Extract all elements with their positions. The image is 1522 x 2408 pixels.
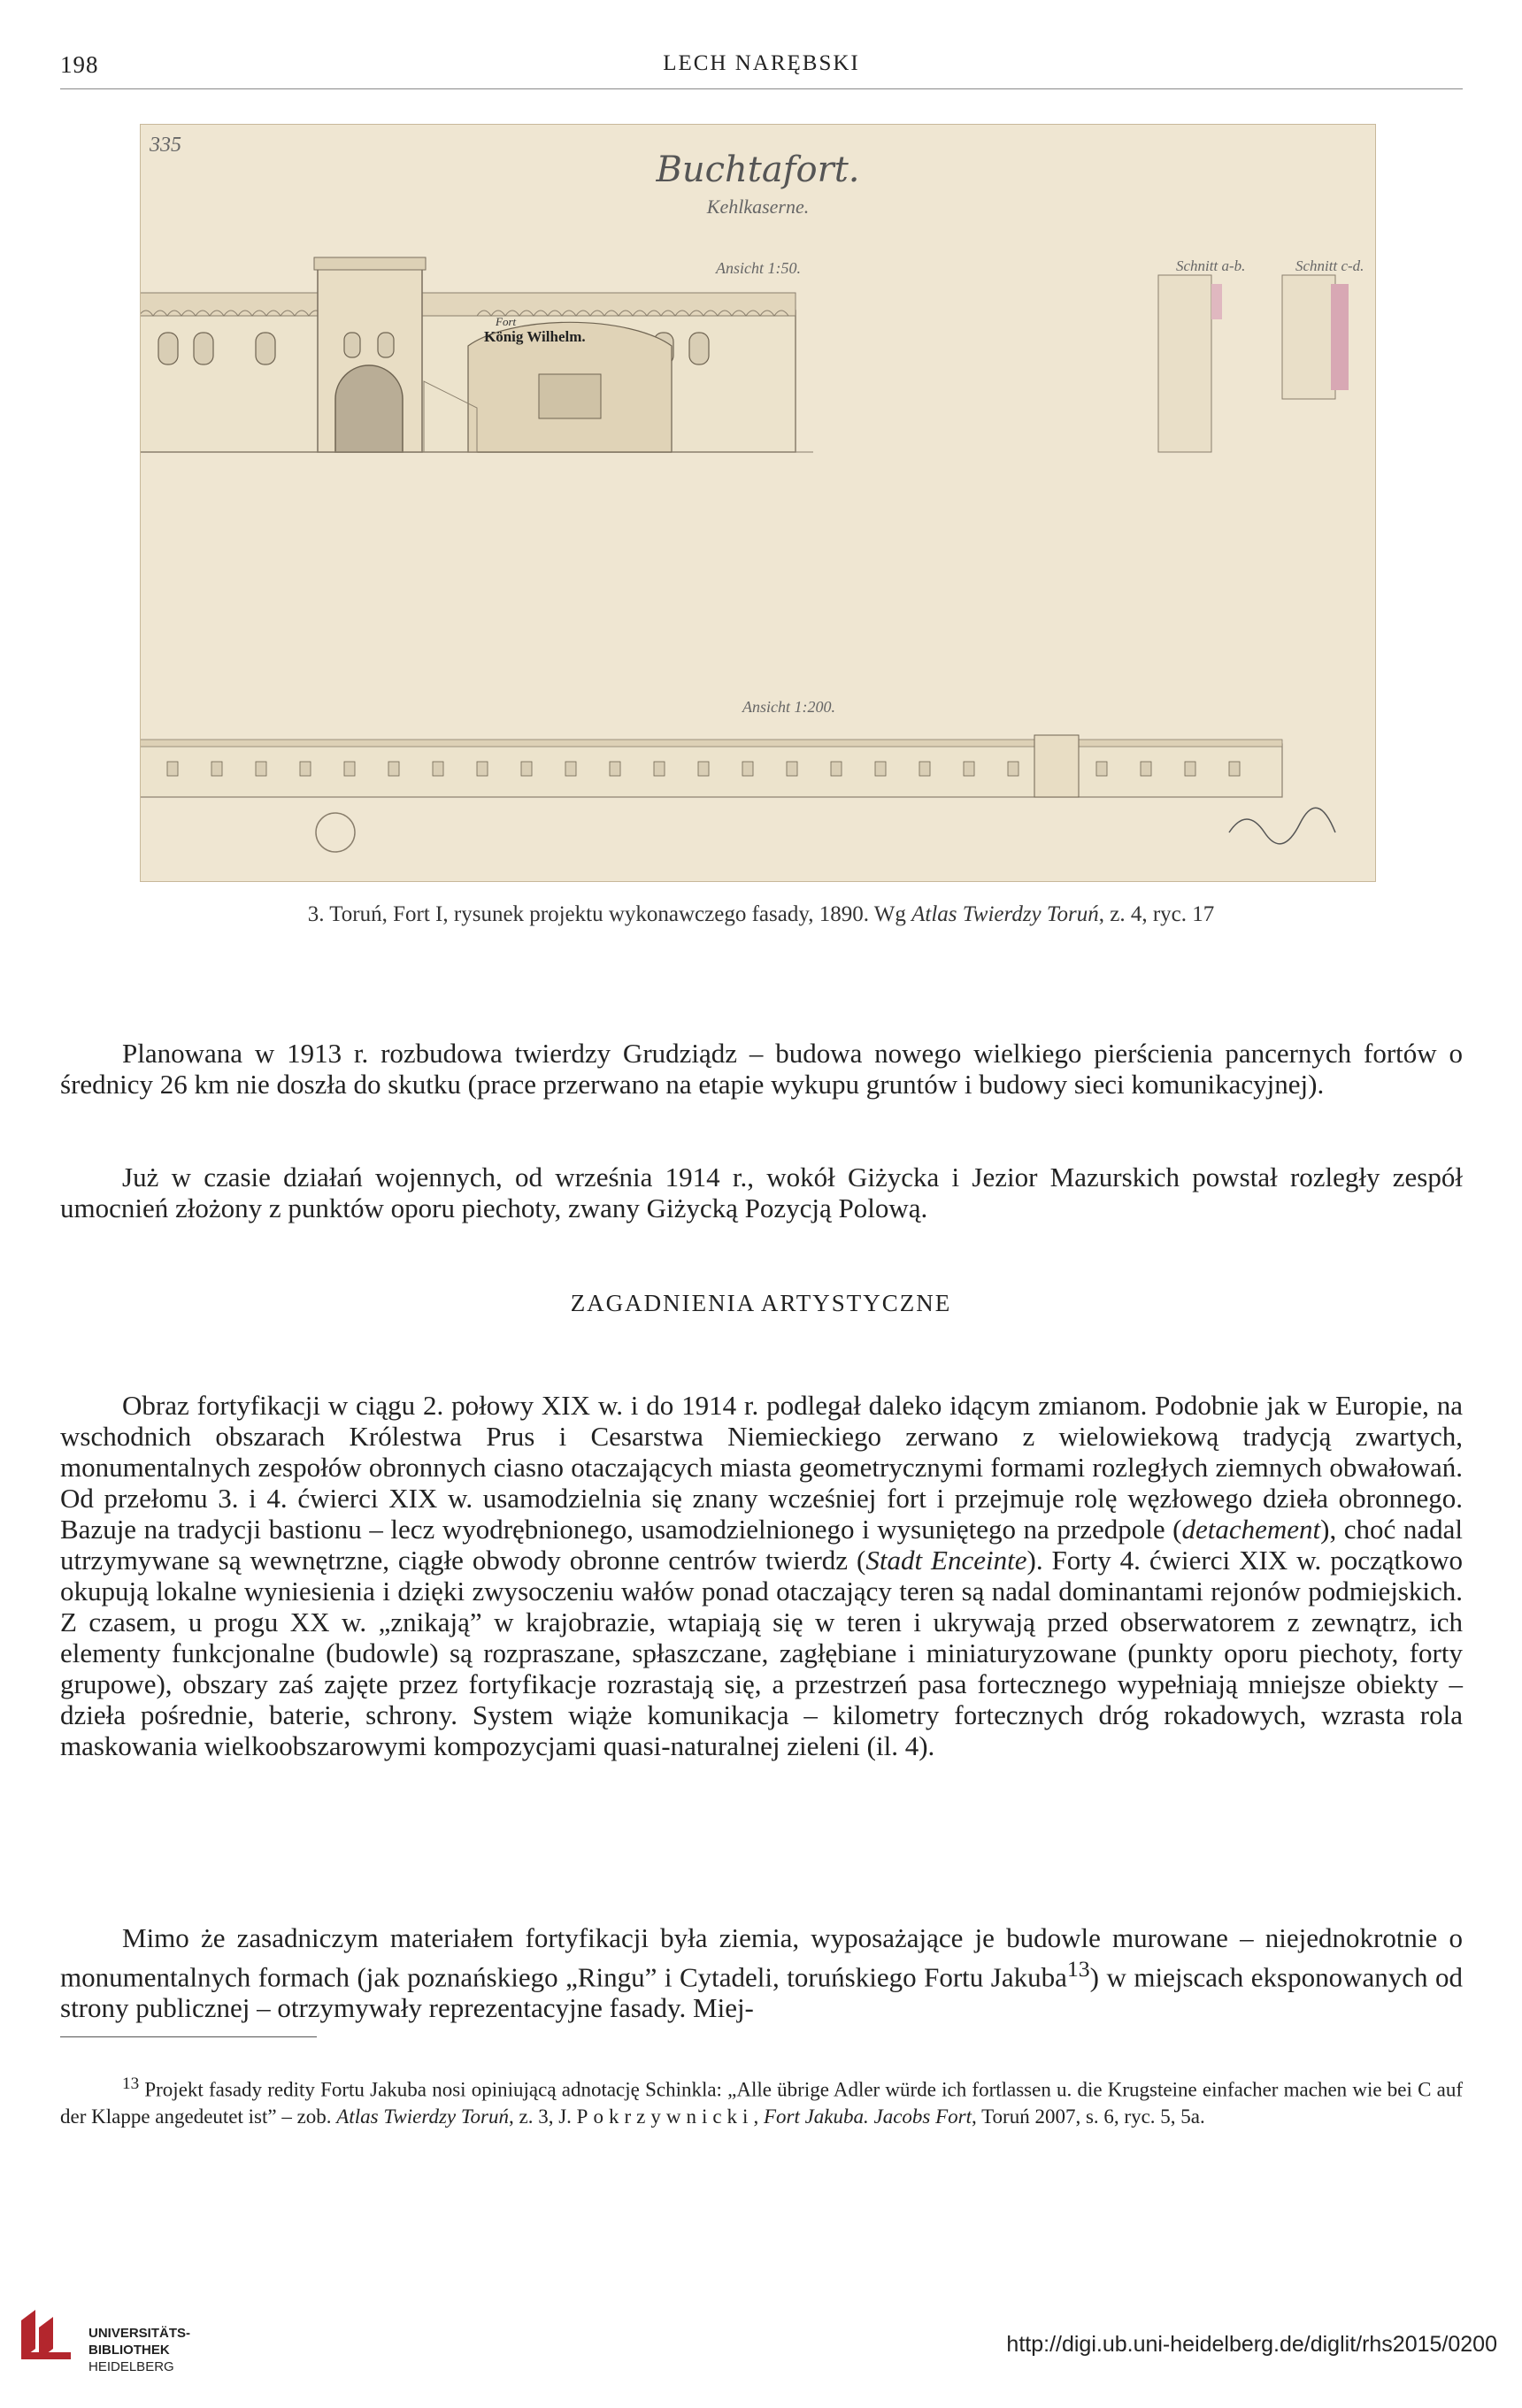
portal-inscription-line-2: König Wilhelm. — [484, 328, 586, 345]
paragraph-text: Obraz fortyfikacji w ciągu 2. połowy XIX w. i do 1914 r. podlegał daleko idącym zmianom. Podobnie jak w Europie, na wschodnich obszarach Królestwa Prus i Cesarstwa Niemieckiego zerwano z wielowiekową tradycją zwartych, monumentalnych zespołów obronnych ciasno otaczających miasta geometrycznymi formami rozległych ziemnych obwałowań. Od przełomu 3. i 4. ćwierci XIX w. usamodzielnia się znany wcześniej fort i przejmuje rolę węzłowego dzieła obronnego. Bazuje na tradycji bastionu – lecz wyodrębnionego, usamodzielnionego i wysuniętego na przedpole ( — [60, 1390, 1463, 1545]
section-heading: ZAGADNIENIA ARTYSTYCZNE — [570, 1290, 952, 1316]
paragraph-text: ), choć nadal utrzymywane są wewnętrzne, ciągłe obwody obronne centrów twierdz ( — [60, 1514, 1463, 1576]
footnote-author-name: Pokrzywnicki — [576, 2105, 754, 2128]
library-name-line: BIBLIOTHEK — [88, 2343, 170, 2358]
paragraph-text: ) w miejscach eksponowanych od strony publicznej – otrzymywały reprezentacyjne fasady. Miej- — [60, 1961, 1463, 2024]
footnote-number: 13 — [122, 2074, 140, 2093]
portal-inscription-line-1: Fort — [496, 315, 517, 328]
running-head-author: LECH NARĘBSKI — [663, 51, 860, 75]
library-logo-icon — [16, 2304, 87, 2366]
drawing-label-ansicht-1-50: Ansicht 1:50. — [716, 259, 801, 277]
italic-term-stadt-enceinte: Stadt Enceinte — [865, 1545, 1027, 1576]
paragraph-text: Mimo że zasadniczym materiałem fortyfikacji była ziemia, wyposażające je budowle murowane – niejednokrotnie o monumentalnych formach (jak poznańskiego „Ringu” i Cytadeli, toruńskiego Fortu Jakuba — [60, 1922, 1463, 1993]
footnote-reference[interactable]: 13 — [1066, 1956, 1090, 1982]
footnote-italic-title: Fort Jakuba. Jacobs Fort — [763, 2105, 972, 2128]
italic-term-detachement: detachement — [1181, 1514, 1321, 1545]
drawing-label-schnitt-cd: Schnitt c-d. — [1295, 257, 1364, 274]
drawing-stamp-number: 335 — [150, 134, 181, 157]
running-head — [60, 50, 1463, 89]
paragraph-fortification-image — [60, 1390, 1463, 1761]
footnote-italic-title: Atlas Twierdzy Toruń — [336, 2105, 509, 2128]
library-name-line: UNIVERSITÄTS- — [88, 2326, 191, 2341]
paragraph-grudziadz: Planowana w 1913 r. rozbudowa twierdzy Grudziądz – budowa nowego wielkiego pierścienia pancernych fortów o średnicy 26 km nie doszła do skutku (prace przerwano na etapie wykupu gruntów i budowy sieci komunikacyjnej). — [60, 1038, 1463, 1100]
caption-reference: , z. 4, ryc. 17 — [1098, 902, 1215, 926]
figure-caption — [0, 902, 1522, 927]
paragraph-facades — [60, 1922, 1463, 2023]
footnote-text: , Toruń 2007, s. 6, ryc. 5, 5a. — [972, 2105, 1205, 2128]
footnote-text: , — [753, 2105, 764, 2128]
footnote-text: Projekt fasady redity Fortu Jakuba nosi opiniującą adnotację Schinkla: „Alle übrige Adler würde ich fortlassen u. die Krugsteine einfacher machen wie bei C auf der Klappe angedeutet ist” – zob. — [60, 2078, 1463, 2128]
paragraph-gizycko: Już w czasie działań wojennych, od września 1914 r., wokół Giżycka i Jezior Mazurskich powstał rozległy zespół umocnień złożony z punktów oporu piechoty, zwany Giżycką Pozycją Polową. — [60, 1162, 1463, 1223]
caption-source-title: Atlas Twierdzy Toruń — [911, 902, 1099, 926]
paragraph-text: ). Forty 4. ćwierci XIX w. początkowo okupują lokalne wyniesienia i dzięki zwysoczeniu wałów ponad otaczający teren są nadal dominantami rejonów podmiejskich. Z czasem, u progu XX w. „znikają” w krajobrazie, wtapiają się w teren i ukrywają przed obserwatorem z zewnątrz, ich elementy funkcjonalne (budowle) są rozpraszane, spłaszczane, zagłębiane i miniaturyzowane (punkty oporu piechoty, forty grupowe), obszary zaś zajęte przez fortyfikacje rozrastają się, a przestrzeń pasa fortecznego wypełniają mniejsze obiekty – dzieła pośrednie, baterie, schrony. System wiąże komunikacja – kilometry fortecznych dróg rokadowych, wzrasta rola maskowania wielkoobszarowymi kompozycjami quasi-naturalnej zieleni (il. 4). — [60, 1545, 1464, 1761]
library-name-line: HEIDELBERG — [88, 2359, 174, 2374]
library-name — [88, 2325, 190, 2375]
page-number: 198 — [60, 51, 99, 78]
drawing-label-ansicht-1-200: Ansicht 1:200. — [742, 698, 835, 716]
footnote-13 — [60, 2071, 1463, 2130]
fort-facade-drawing — [141, 125, 1375, 881]
footnote-text: , z. 3, J. — [509, 2105, 577, 2128]
footnote-divider — [60, 2036, 317, 2037]
drawing-label-schnitt-ab: Schnitt a-b. — [1176, 257, 1246, 274]
architectural-drawing-figure — [140, 124, 1376, 882]
caption-text: 3. Toruń, Fort I, rysunek projektu wykonawczego fasady, 1890. Wg — [307, 902, 912, 926]
drawing-title: Buchtafort. — [656, 150, 860, 190]
document-url-link[interactable]: http://digi.ub.uni-heidelberg.de/diglit/rhs2015/0200 — [1006, 2332, 1497, 2357]
drawing-subtitle: Kehlkaserne. — [706, 196, 810, 218]
